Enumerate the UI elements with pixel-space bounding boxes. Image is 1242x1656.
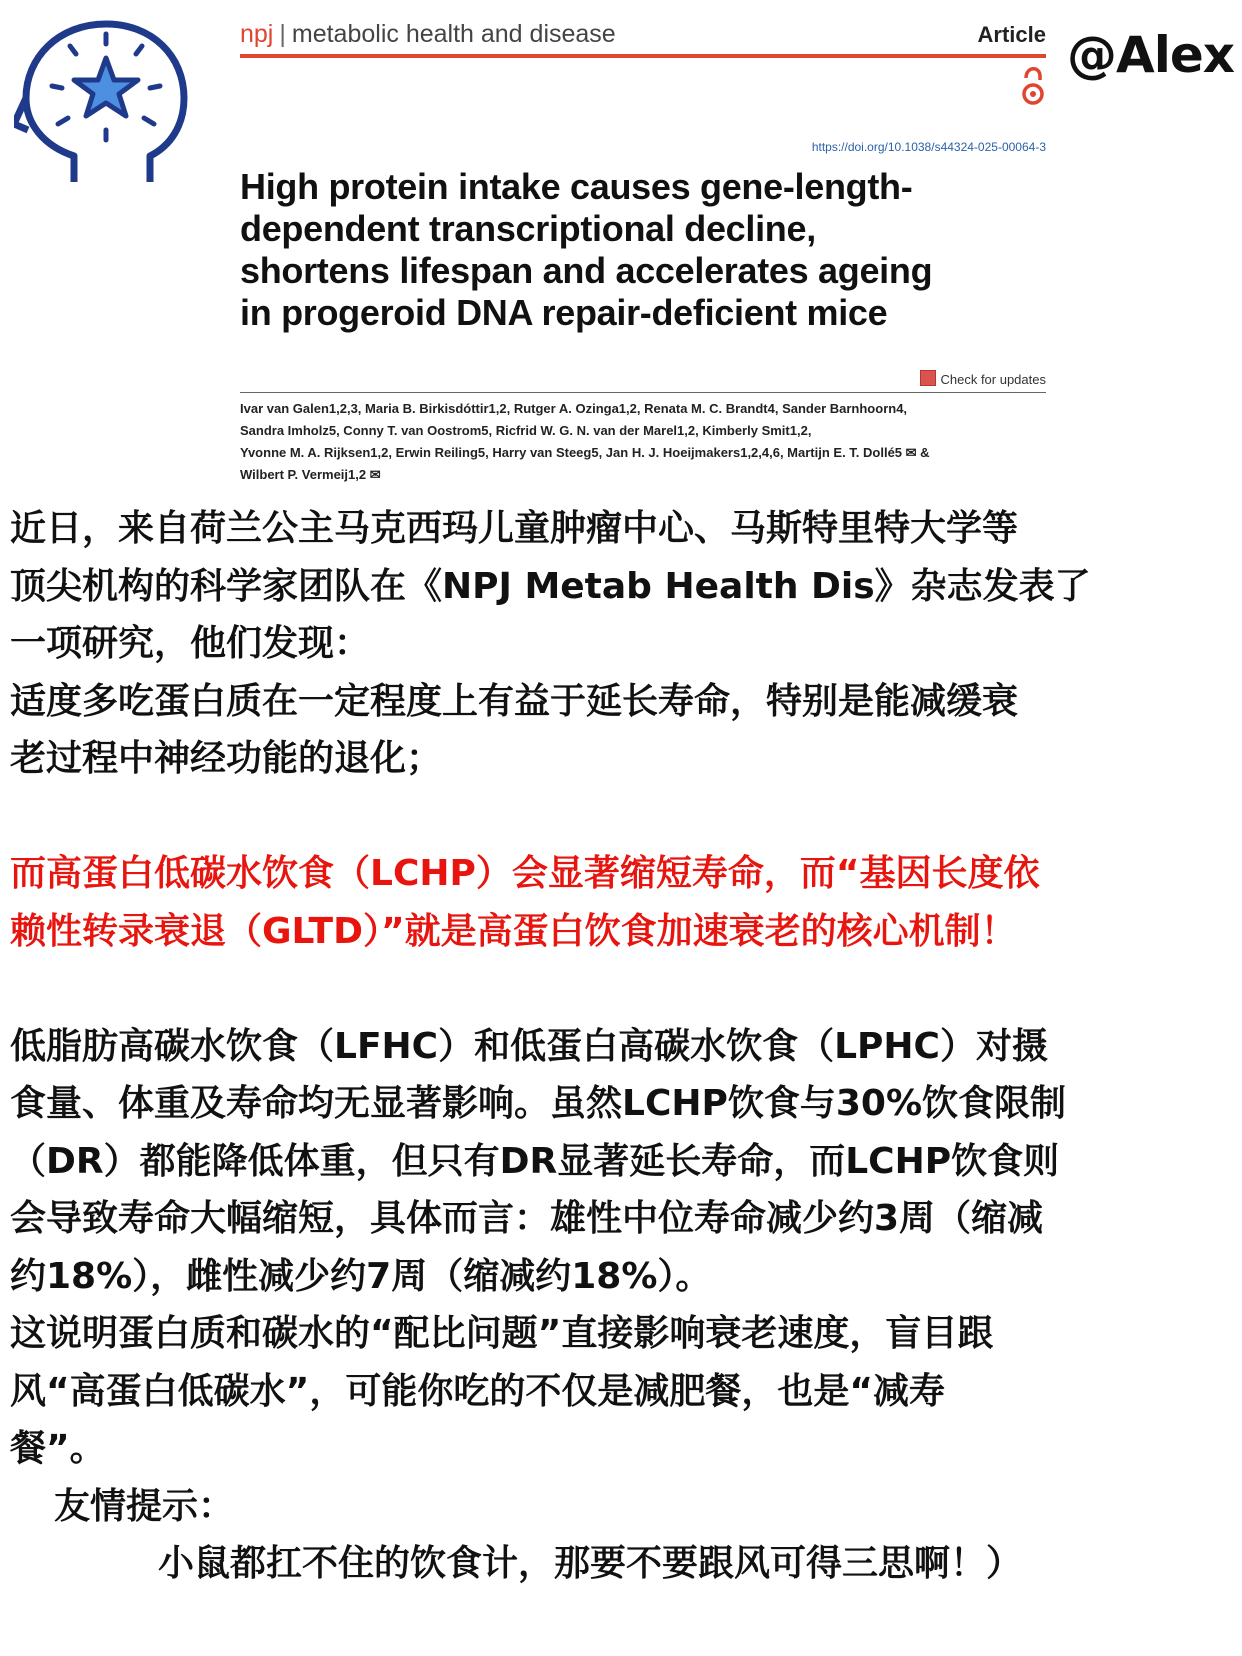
tip-text: 小鼠都扛不住的饮食计，那要不要跟风可得三思啊！） (158, 1543, 1023, 1584)
author-list (240, 398, 1046, 486)
author-line: Yvonne M. A. Rijksen1,2, Erwin Reiling5, Harry van Steeg5, Jan H. J. Hoeijmakers1,2,4,6, Martijn E. T. Dollé5 ✉ & (240, 445, 930, 460)
body-line: 一项研究，他们发现： (10, 623, 371, 664)
open-access-icon (1020, 60, 1046, 108)
body-line: 近日，来自荷兰公主马克西玛儿童肿瘤中心、马斯特里特大学等 (10, 508, 1019, 549)
body-line: 食量、体重及寿命均无显著影响。虽然LCHP饮食与30%饮食限制 (10, 1083, 1067, 1124)
journal-separator: | (279, 20, 286, 48)
journal-divider (240, 54, 1046, 58)
body-line: 这说明蛋白质和碳水的“配比问题”直接影响衰老速度，盲目跟 (10, 1313, 994, 1354)
journal-prefix: npj (240, 20, 274, 48)
paper-title (240, 166, 1046, 334)
paragraph-gap (10, 960, 1238, 1018)
author-line: Ivar van Galen1,2,3, Maria B. Birkisdóttir1,2, Rutger A. Ozinga1,2, Renata M. C. Brandt4, Sander Barnhoorn4, (240, 401, 908, 416)
paper-header-screenshot (240, 14, 1046, 484)
paper-title-line: shortens lifespan and accelerates ageing (240, 250, 933, 291)
body-line: 餐”。 (10, 1428, 106, 1469)
author-handle: @Alex (1067, 26, 1234, 84)
author-line: Sandra Imholz5, Conny T. van Oostrom5, Ricfrid W. G. N. van der Marel1,2, Kimberly Smit1,2, (240, 423, 812, 438)
paper-title-line: in progeroid DNA repair-deficient mice (240, 292, 888, 333)
brain-star-logo-icon (14, 6, 194, 196)
body-line: （DR）都能降低体重，但只有DR显著延长寿命，而LCHP饮食则 (10, 1140, 1060, 1182)
body-line: 约18%），雌性减少约7周（缩减约18%）。 (10, 1255, 712, 1297)
body-line: 老过程中神经功能的退化； (10, 738, 443, 779)
journal-name: metabolic health and disease (291, 20, 616, 48)
paper-title-line: dependent transcriptional decline, (240, 208, 816, 249)
highlight-line: 而高蛋白低碳水饮食（LCHP）会显著缩短寿命，而“基因长度依 (10, 853, 1040, 894)
paragraph-gap (10, 788, 1238, 846)
article-type: Article (977, 22, 1046, 47)
paper-title-line: High protein intake causes gene-length- (240, 166, 913, 207)
body-line: 风“高蛋白低碳水”，可能你吃的不仅是减肥餐，也是“减寿 (10, 1370, 945, 1412)
body-line: 顶尖机构的科学家团队在《NPJ Metab Health Dis》杂志发表了 (10, 565, 1091, 607)
author-line: Wilbert P. Vermeij1,2 ✉ (240, 467, 381, 482)
body-line: 适度多吃蛋白质在一定程度上有益于延长寿命，特别是能减缓衰 (10, 680, 1019, 722)
post-body (10, 500, 1238, 1593)
doi-link[interactable]: https://doi.org/10.1038/s44324-025-00064-3 (811, 140, 1046, 154)
tip-label: 友情提示： (54, 1485, 235, 1527)
body-line: 会导致寿命大幅缩短，具体而言：雄性中位寿命减少约3周（缩减 (10, 1198, 1044, 1239)
authors-divider (240, 392, 1046, 393)
body-line: 低脂肪高碳水饮食（LFHC）和低蛋白高碳水饮食（LPHC）对摄 (10, 1025, 1048, 1067)
check-updates-label: Check for updates (940, 372, 1046, 387)
highlight-line: 赖性转录衰退（GLTD）”就是高蛋白饮食加速衰老的核心机制！ (10, 910, 1017, 952)
check-updates-link[interactable] (920, 370, 1046, 387)
check-updates-icon (920, 370, 936, 386)
